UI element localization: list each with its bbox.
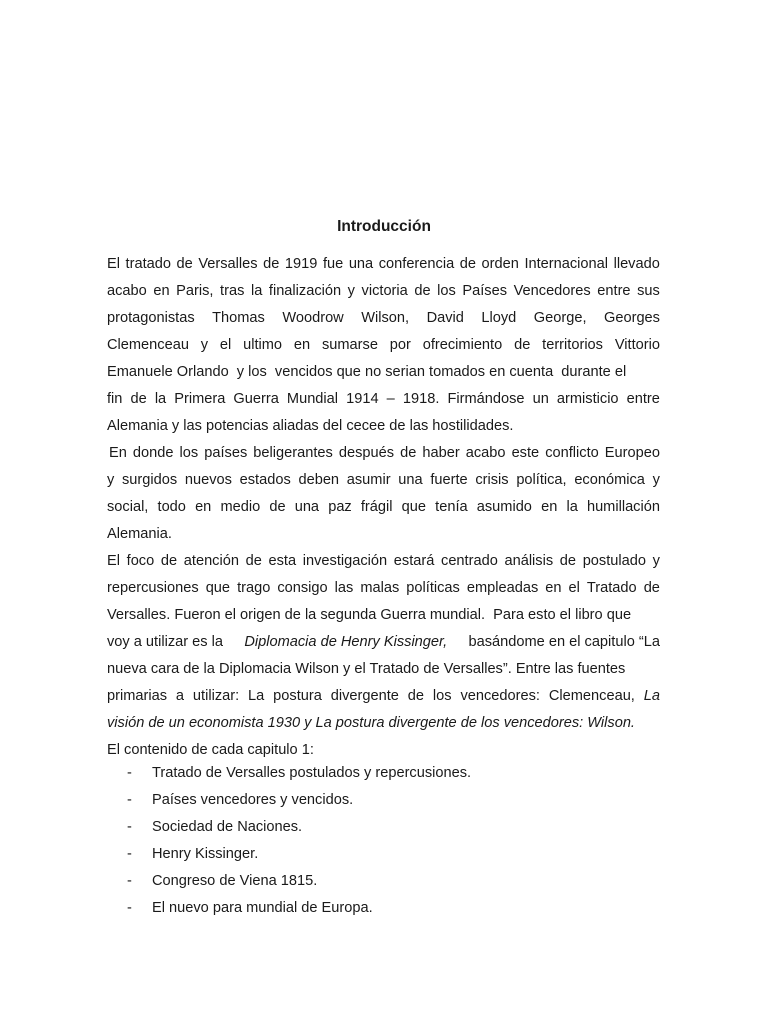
text-word: y — [107, 472, 115, 488]
text-word: la — [566, 499, 578, 515]
list-item-text: Henry Kissinger. — [152, 846, 259, 862]
text-word: El — [107, 256, 120, 272]
text-word: Thomas — [212, 310, 265, 326]
text-word: de — [269, 499, 286, 515]
text-line — [107, 254, 660, 274]
text-line — [107, 335, 660, 355]
text-word: tras — [220, 283, 245, 299]
text-word: malas — [360, 580, 400, 596]
text-word: Tratado — [586, 580, 637, 596]
text-word: en — [541, 499, 558, 515]
text-word: a — [175, 688, 185, 704]
text-word: de — [414, 283, 431, 299]
text-word: investigación — [302, 553, 388, 569]
text-word: David — [426, 310, 464, 326]
text-word: el — [219, 337, 232, 353]
text-word: utilizar: — [192, 688, 240, 704]
text-word: llevado — [613, 256, 660, 272]
list-marker: - — [127, 819, 132, 835]
text-word: 1914 — [346, 391, 379, 407]
text-word: de — [160, 553, 178, 569]
text-word: frágil — [360, 499, 393, 515]
text-word: políticas — [406, 580, 460, 596]
text-line — [109, 443, 660, 463]
text-word: primarias — [107, 688, 168, 704]
text-word: en — [293, 337, 311, 353]
text-word: Wilson, — [361, 310, 410, 326]
text-line — [107, 362, 660, 382]
text-word: de — [400, 445, 417, 461]
text-word: territorios — [542, 337, 603, 353]
text-line — [107, 713, 660, 733]
text-word: postulado — [582, 553, 646, 569]
text-word: fuerte — [430, 472, 468, 488]
text-word: – — [386, 391, 395, 407]
text-word: victoria — [361, 283, 408, 299]
text-line: Alemania y las potencias aliadas del cecee de las hostilidades. — [107, 418, 514, 434]
text-word: Países — [462, 283, 508, 299]
text-word: en — [153, 283, 170, 299]
text-word: de — [130, 391, 147, 407]
text-line: Alemania. — [107, 526, 172, 542]
list-marker: - — [127, 846, 132, 862]
text-word: trago — [237, 580, 271, 596]
text-word: de — [176, 256, 193, 272]
text-word: nuevos — [184, 472, 232, 488]
text-word: esta — [268, 553, 297, 569]
list-marker: - — [127, 900, 132, 916]
text-word: beligerantes — [253, 445, 333, 461]
text-word: de — [407, 688, 425, 704]
text-word: las — [334, 580, 354, 596]
text-word: crisis — [475, 472, 509, 488]
text-word: nueva cara de la Diplomacia Wilson y el Tratado de Versalles”. Entre las fuentes — [107, 661, 626, 677]
text-word: haber — [422, 445, 460, 461]
text-word: y — [347, 283, 355, 299]
text-word: que — [401, 499, 427, 515]
text-word: George, — [533, 310, 587, 326]
list-item-text: Congreso de Viena 1815. — [152, 873, 318, 889]
text-word: sumarse — [321, 337, 378, 353]
text-word: un — [532, 391, 549, 407]
text-word: en — [545, 580, 562, 596]
text-word: ofrecimiento — [422, 337, 503, 353]
text-word: visión de un economista 1930 y La postura divergente de los vencedores: Wilson. — [107, 715, 635, 731]
text-word: vencedores: — [460, 688, 540, 704]
text-word: la — [154, 391, 167, 407]
text-word: tratado — [125, 256, 171, 272]
list-marker: - — [127, 873, 132, 889]
list-item-text: Países vencedores y vencidos. — [152, 792, 354, 808]
text-word: y — [652, 472, 660, 488]
text-word: donde — [132, 445, 174, 461]
text-line — [107, 659, 660, 679]
text-word: Emanuele Orlando y los vencidos que no serian tomados en cuenta durante el — [107, 364, 627, 380]
text-word: asumido — [476, 499, 532, 515]
text-word: postura — [273, 688, 322, 704]
text-word: después — [338, 445, 395, 461]
text-word: orden — [481, 256, 519, 272]
text-word: análisis — [504, 553, 554, 569]
text-word: los — [437, 283, 456, 299]
text-word: fue — [322, 256, 344, 272]
text-word: en — [195, 499, 212, 515]
text-word: de — [459, 256, 476, 272]
text-word: una — [348, 256, 374, 272]
list-marker: - — [127, 792, 132, 808]
text-word: de — [245, 553, 262, 569]
text-word: Primera — [174, 391, 226, 407]
text-word: La — [248, 688, 265, 704]
text-word: Vittorio — [614, 337, 660, 353]
text-word: empleadas — [466, 580, 539, 596]
text-word: conferencia — [378, 256, 455, 272]
text-word: asumir — [346, 472, 391, 488]
text-word: social, — [107, 499, 149, 515]
text-word: deben — [298, 472, 340, 488]
text-word: surgidos — [122, 472, 178, 488]
text-word: atención — [183, 553, 239, 569]
text-word: ultimo — [243, 337, 283, 353]
text-word: Diplomacia de Henry Kissinger, — [244, 634, 448, 650]
text-word: acabo — [465, 445, 506, 461]
text-word: los — [179, 445, 199, 461]
text-word: estará — [393, 553, 435, 569]
text-word: política, — [516, 472, 567, 488]
text-word: de — [643, 580, 660, 596]
text-word: fin — [107, 391, 123, 407]
text-word: todo — [157, 499, 186, 515]
text-word: En — [109, 445, 127, 461]
text-word: protagonistas — [107, 310, 195, 326]
text-word: de — [559, 553, 577, 569]
text-line — [107, 281, 660, 301]
text-line — [107, 389, 660, 409]
text-word: El — [107, 553, 120, 569]
text-word: humillación — [586, 499, 660, 515]
text-word: repercusiones — [107, 580, 199, 596]
text-word: países — [204, 445, 248, 461]
text-word: divergente — [330, 688, 399, 704]
text-word: armisticio — [556, 391, 619, 407]
text-word: económica — [574, 472, 645, 488]
list-item-text: Tratado de Versalles postulados y repercusiones. — [152, 765, 472, 781]
text-word: los — [432, 688, 452, 704]
text-line — [107, 470, 660, 490]
text-word: la — [250, 283, 263, 299]
text-line — [107, 686, 660, 706]
text-word: Europeo — [604, 445, 660, 461]
text-word: y — [652, 553, 660, 569]
text-word: una — [294, 499, 320, 515]
text-word: basándome en el capitulo “La — [468, 634, 660, 650]
text-word: medio — [220, 499, 261, 515]
text-word: una — [398, 472, 423, 488]
text-word: sus — [637, 283, 660, 299]
text-word: Vencedores — [513, 283, 591, 299]
text-word: Paris, — [176, 283, 214, 299]
text-word: acabo — [107, 283, 147, 299]
text-word: tenía — [435, 499, 468, 515]
text-line: El contenido de cada capitulo 1: — [107, 742, 314, 758]
text-word: La — [643, 688, 660, 704]
text-word: estados — [239, 472, 291, 488]
text-word: Clemenceau — [107, 337, 189, 353]
text-line — [107, 308, 660, 328]
text-line — [107, 497, 660, 517]
text-word: consigo — [277, 580, 328, 596]
text-word: centrado — [441, 553, 498, 569]
text-word: 1918. — [402, 391, 440, 407]
list-item-text: Sociedad de Naciones. — [152, 819, 303, 835]
text-word: el — [568, 580, 580, 596]
text-word: de — [514, 337, 531, 353]
text-word: Guerra — [233, 391, 279, 407]
text-word: Woodrow — [282, 310, 344, 326]
text-line — [107, 578, 660, 598]
text-word: 1919 — [284, 256, 318, 272]
text-word: Georges — [604, 310, 660, 326]
page-title: Introducción — [337, 218, 431, 235]
text-word: Clemenceau, — [548, 688, 635, 704]
text-word: voy a utilizar es la — [107, 634, 223, 650]
text-word: este — [511, 445, 540, 461]
text-word: Internacional — [524, 256, 609, 272]
text-line — [107, 551, 660, 571]
text-line — [107, 632, 660, 652]
text-word: foco — [126, 553, 155, 569]
text-word: y — [200, 337, 209, 353]
list-item-text: El nuevo para mundial de Europa. — [152, 900, 373, 916]
text-word: Mundial — [286, 391, 339, 407]
text-word: finalización — [268, 283, 342, 299]
text-word: conflicto — [545, 445, 599, 461]
text-word: Lloyd — [481, 310, 517, 326]
text-line — [107, 605, 660, 625]
text-word: Versalles. Fueron el origen de la segunda Guerra mundial. Para esto el libro que — [107, 607, 632, 623]
list-marker: - — [127, 765, 132, 781]
text-word: de — [263, 256, 280, 272]
text-word: Firmándose — [447, 391, 525, 407]
text-word: entre — [626, 391, 660, 407]
text-word: paz — [328, 499, 352, 515]
text-word: por — [389, 337, 411, 353]
text-word: Versalles — [198, 256, 258, 272]
text-word: que — [205, 580, 231, 596]
text-word: entre — [597, 283, 631, 299]
